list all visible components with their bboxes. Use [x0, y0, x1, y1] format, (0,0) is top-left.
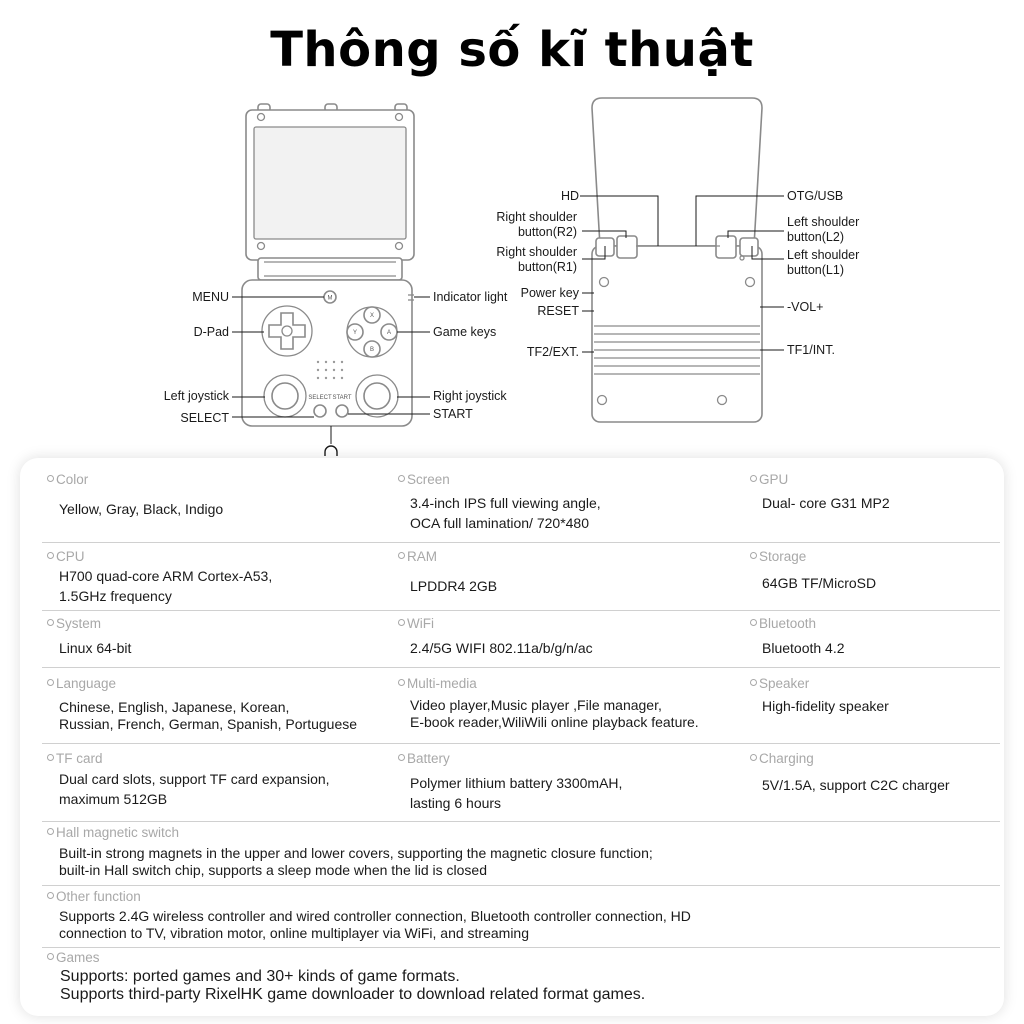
spec-label: Other function: [47, 889, 141, 904]
spec-label: TF card: [47, 751, 103, 766]
svg-text:B: B: [369, 347, 375, 353]
svg-text:A: A: [386, 330, 392, 336]
spec-value: H700 quad-core ARM Cortex-A53, 1.5GHz frequency: [59, 568, 273, 604]
spec-label: WiFi: [398, 616, 434, 631]
callout-otg: OTG/USB: [787, 189, 844, 203]
spec-label: Hall magnetic switch: [47, 825, 179, 840]
device-diagram: [0, 0, 1024, 460]
spec-panel: [20, 458, 1004, 1016]
svg-text:M: M: [327, 295, 333, 302]
spec-value: LPDDR4 2GB: [410, 578, 498, 594]
spec-value: Video player,Music player ,File manager, E-book reader,WiliWili online playback feature.: [410, 697, 699, 730]
upper-lid-back: [592, 98, 762, 246]
callout-hd: HD: [560, 189, 579, 203]
spec-value: Polymer lithium battery 3300mAH, lasting 6 hours: [410, 775, 623, 811]
spec-row: [42, 950, 1000, 1010]
spec-value: Supports: ported games and 30+ kinds of game formats. Supports third-party RixelHK game downloader to download related format games.: [60, 968, 646, 1003]
spec-value: 64GB TF/MicroSD: [762, 575, 877, 591]
spec-value: Linux 64-bit: [59, 640, 132, 656]
callout-start: START: [433, 407, 473, 421]
spec-label: Language: [47, 676, 116, 691]
spec-value: 3.4-inch IPS full viewing angle, OCA full lamination/ 720*480: [410, 495, 601, 531]
callout-right-joystick: Right joystick: [433, 389, 507, 403]
spec-label: Multi-media: [398, 676, 477, 691]
select-button: [314, 405, 326, 417]
spec-row: [42, 751, 1000, 822]
svg-text:Y: Y: [352, 330, 358, 336]
spec-row: [42, 470, 1000, 543]
r2-button: [617, 236, 637, 258]
spec-value: Chinese, English, Japanese, Korean, Russian, French, German, Spanish, Portuguese: [59, 699, 358, 732]
callout-game-keys: Game keys: [433, 325, 497, 339]
l1-button: [740, 238, 758, 256]
spec-value: High-fidelity speaker: [762, 698, 889, 714]
callout-l2-line2: button(L2): [787, 230, 844, 244]
spec-row: [42, 825, 1000, 886]
spec-label: RAM: [398, 549, 437, 564]
spec-row: [42, 549, 1000, 611]
spec-value: Yellow, Gray, Black, Indigo: [59, 501, 224, 517]
callout-vol: -VOL+: [787, 300, 824, 314]
callout-r1-line2: button(R1): [517, 260, 577, 274]
spec-value: Dual card slots, support TF card expansion, maximum 512GB: [59, 771, 330, 807]
spec-value: Supports 2.4G wireless controller and wired controller connection, Bluetooth controller connection, HD connection to TV, vibration motor, online multiplayer via WiFi, and streaming: [59, 908, 691, 941]
callout-l1-line2: button(L1): [787, 263, 844, 277]
headphone-icon: [325, 446, 337, 456]
callout-menu: MENU: [192, 290, 229, 304]
spec-label: Charging: [750, 751, 814, 766]
svg-text:SELECT: SELECT: [308, 395, 332, 401]
screen: [254, 127, 406, 239]
callout-r2-line1: Right shoulder: [496, 210, 577, 224]
callout-tf1: TF1/INT.: [787, 343, 835, 357]
spec-label: GPU: [750, 472, 788, 487]
spec-label: Speaker: [750, 676, 809, 691]
spec-label: Screen: [398, 472, 450, 487]
svg-text:X: X: [369, 313, 375, 319]
front-view: [164, 104, 508, 456]
l2-button: [716, 236, 736, 258]
spec-value: 5V/1.5A, support C2C charger: [762, 777, 950, 793]
callout-l1-line1: Left shoulder: [787, 248, 860, 262]
spec-row: [42, 889, 1000, 948]
spec-label: Battery: [398, 751, 450, 766]
spec-label: System: [47, 616, 101, 631]
spec-value: Dual- core G31 MP2: [762, 495, 890, 511]
spec-label: Storage: [750, 549, 806, 564]
callout-dpad: D-Pad: [193, 325, 229, 339]
svg-text:START: START: [332, 395, 352, 401]
spec-value: 2.4/5G WIFI 802.11a/b/g/n/ac: [410, 640, 593, 656]
callout-left-joystick: Left joystick: [163, 389, 229, 403]
hinge: [258, 258, 402, 280]
spec-label: Color: [47, 472, 88, 487]
spec-value: Built-in strong magnets in the upper and lower covers, supporting the magnetic closure function; built-in Hall switch chip, supports a sleep mode when the lid is closed: [59, 845, 653, 878]
callout-indicator: Indicator light: [433, 290, 508, 304]
callout-r1-line1: Right shoulder: [496, 245, 577, 259]
spec-label: Bluetooth: [750, 616, 816, 631]
spec-label: Games: [47, 950, 100, 965]
callout-tf2: TF2/EXT.: [526, 345, 579, 359]
callout-l2-line1: Left shoulder: [787, 215, 860, 229]
back-view: [496, 98, 859, 422]
start-button: [336, 405, 348, 417]
callout-power: Power key: [520, 286, 579, 300]
spec-row: [42, 674, 1000, 744]
callout-select: SELECT: [180, 411, 229, 425]
spec-row: [42, 616, 1000, 668]
callout-r2-line2: button(R2): [517, 225, 577, 239]
spec-label: CPU: [47, 549, 85, 564]
spec-value: Bluetooth 4.2: [762, 640, 845, 656]
callout-reset: RESET: [537, 304, 579, 318]
page-title: Thông số kĩ thuật: [270, 22, 754, 78]
